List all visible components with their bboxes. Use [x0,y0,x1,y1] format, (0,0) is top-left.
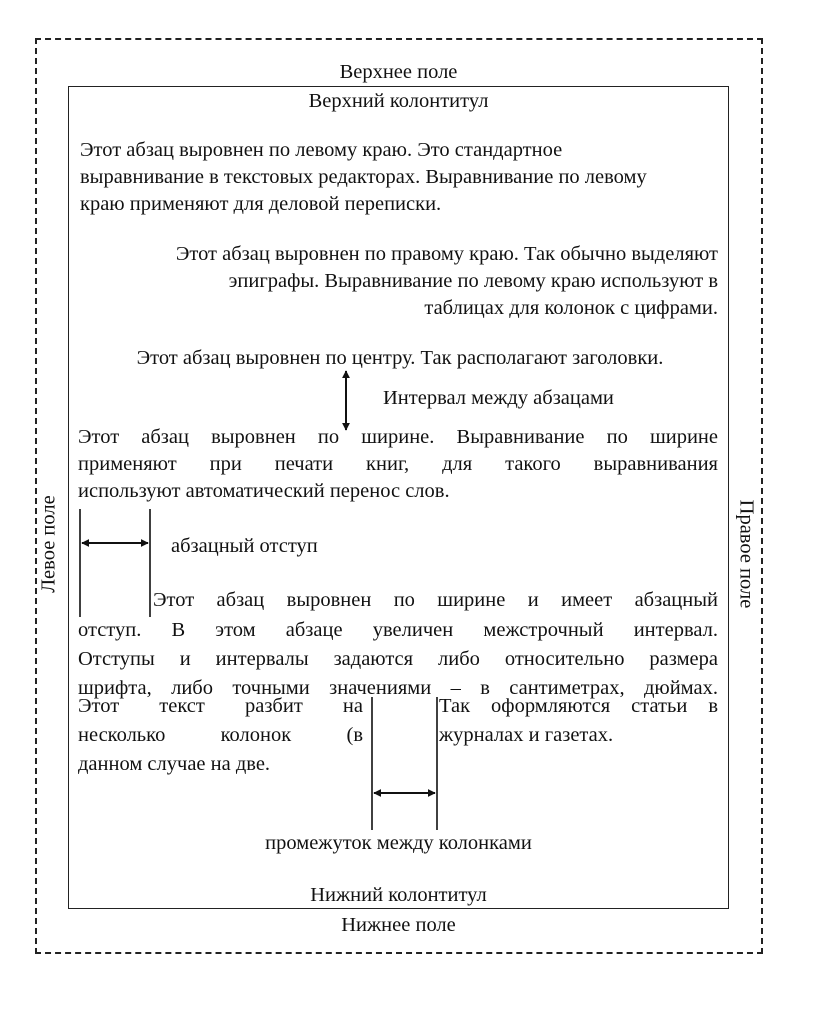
top-margin-label: Верхнее поле [339,61,458,83]
paragraph-line: используют автоматический перенос слов. [78,480,450,502]
paragraph-line: Этот абзац выровнен по ширине и имеет абзацный [153,589,718,611]
paragraph-line: журналах и газетах. [439,724,614,746]
indent-label: абзацный отступ [171,535,318,557]
paragraph-line: применяют при печати книг, для такого выравнивания [78,453,718,475]
paragraph-line: Этот текст разбит на [78,695,363,717]
indent-arrow [80,509,150,617]
centered-paragraph: Этот абзац выровнен по центру. Так располагают заголовки. [136,347,664,369]
paragraph-line: Этот абзац выровнен по левому краю. Это стандартное [80,139,563,161]
left-margin-label: Левое поле [37,495,60,593]
right-margin-label: Правое поле [735,499,758,609]
paragraph-line: Этот абзац выровнен по ширине. Выравнивание по ширине [78,426,718,448]
paragraph-line: Этот абзац выровнен по правому краю. Так обычно выделяют [175,243,718,265]
paragraph-line: отступ. В этом абзаце увеличен межстрочный интервал. [78,619,718,641]
column-gap-arrow [372,697,437,830]
paragraph-line: шрифта, либо точными значениями – в сантиметрах, дюймах. [78,677,718,699]
header-label: Верхний колонтитул [308,90,489,112]
bottom-margin-label: Нижнее поле [341,914,456,936]
paragraph-spacing-label: Интервал между абзацами [383,387,614,409]
footer-label: Нижний колонтитул [310,884,487,906]
paragraph-line: Так оформляются статьи в [439,695,718,717]
paragraph-line: данном случае на две. [78,753,271,775]
paragraph-line: краю применяют для деловой переписки. [80,193,442,215]
paragraph-line: несколько колонок (в [78,724,363,746]
column-gap-label: промежуток между колонками [265,832,532,854]
paragraph-line: выравнивание в текстовых редакторах. Выравнивание по левому [80,166,647,188]
paragraph-line: эпиграфы. Выравнивание по левому краю используют в [228,270,718,292]
paragraph-line: Отступы и интервалы задаются либо относительно размера [78,648,718,670]
paragraph-line: таблицах для колонок с цифрами. [424,297,718,319]
